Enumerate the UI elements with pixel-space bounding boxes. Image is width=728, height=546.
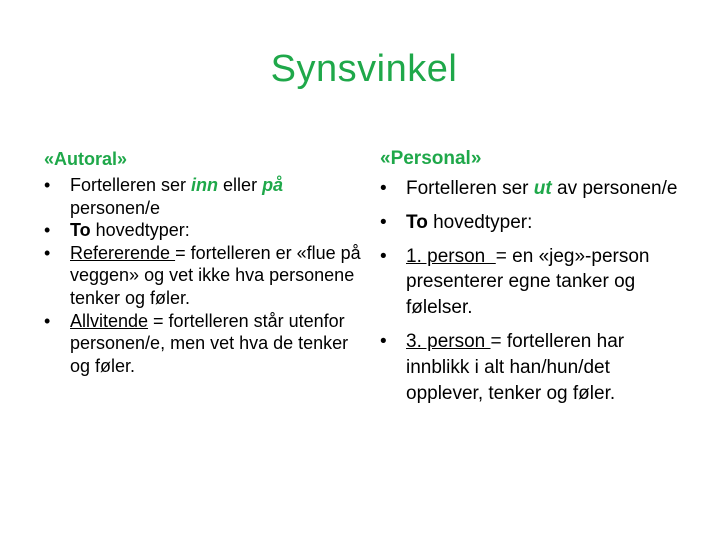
bullet-icon: • [44,220,51,241]
left-column-heading: «Autoral» [44,149,128,169]
bullet-icon: • [380,211,387,233]
right-bullet-list [380,176,680,406]
term-3-person: 3. person [406,330,491,352]
right-column [380,146,680,414]
term-refererende: Refererende [70,242,176,263]
list-item: • 3. person = fortelleren har innblikk i alt han/hun/det opplever, tenker og føler. [380,330,625,404]
left-bullet-list [44,174,364,377]
bullet-icon: • [380,330,387,352]
slide-title: Synsvinkel [270,48,458,90]
list-item: • 1. person = en «jeg»-person presenterer egne tanker og følelser. [380,245,650,319]
term-1-person: 1. person [406,245,496,267]
emphasis-inn: inn [191,175,219,195]
list-item: • Fortelleren ser ut av personen/e [380,176,680,202]
emphasis-ut: ut [533,178,552,199]
bullet-icon: • [44,310,51,331]
right-column-heading: «Personal» [380,148,482,169]
bullet-icon: • [44,175,51,195]
list-item: • To hovedtyper: [44,220,190,241]
bullet-icon: • [380,245,387,267]
emphasis-pa: på [262,175,284,195]
bullet-icon: • [44,242,51,263]
list-item: • Allvitende = fortelleren står utenfor personen/e, men vet hva de tenker og føler. [44,310,349,376]
list-item: • Refererende = fortelleren er «flue på veggen» og vet ikke hva personene tenker og føler. [44,242,361,308]
list-item: • Fortelleren ser inn eller på personen/e [44,175,284,218]
bullet-icon: • [380,178,387,199]
list-item: • To hovedtyper: [380,210,680,236]
term-allvitende: Allvitende [70,310,149,331]
left-column [44,146,364,377]
